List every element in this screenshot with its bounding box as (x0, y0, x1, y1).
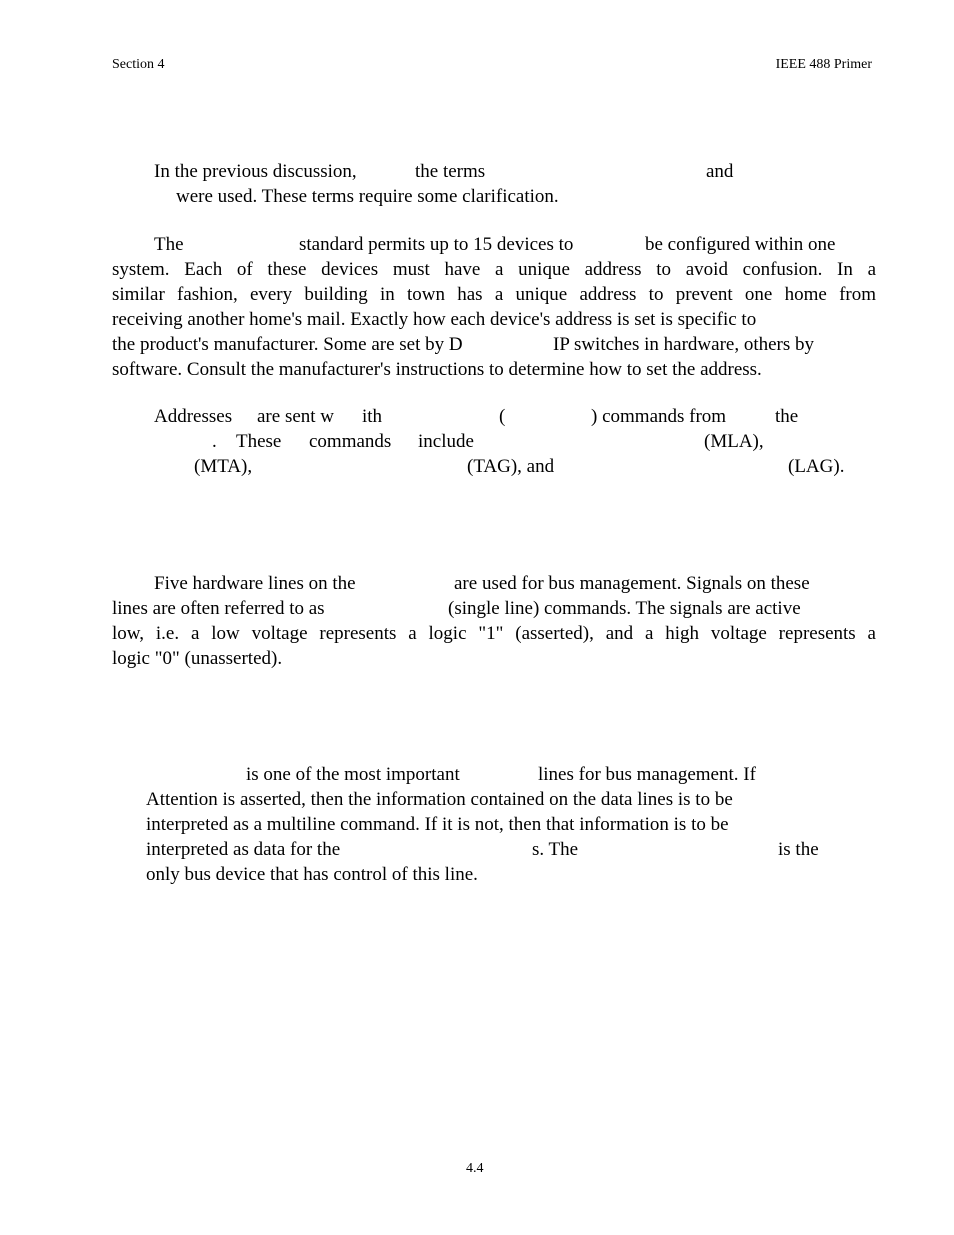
text-fragment: lines for bus management. If (538, 764, 756, 785)
text-line (0, 430, 954, 454)
text-fragment: The (154, 234, 184, 255)
text-line (0, 455, 954, 479)
text-line (0, 572, 954, 596)
text-fragment: are sent w (257, 406, 335, 427)
text-line (0, 160, 954, 184)
text-line: system. Each of these devices must have a unique address to avoid confusion. In a (112, 259, 876, 280)
text-fragment: the (775, 406, 799, 427)
text-fragment: is one of the most important (246, 764, 460, 785)
text-fragment: (MLA), (704, 431, 764, 452)
text-fragment: lines are often referred to as (112, 598, 325, 619)
text-fragment: ( (499, 406, 506, 427)
text-fragment: ith (362, 406, 383, 427)
text-fragment: standard permits up to 15 devices to (299, 234, 574, 255)
text-fragment: IP switches in hardware, others by (553, 334, 815, 355)
text-fragment: (LAG). (788, 456, 845, 477)
text-fragment: and (706, 161, 734, 182)
text-fragment: In the previous discussion, (154, 161, 357, 182)
section-header: Section 4 (112, 57, 165, 72)
text-line (0, 233, 954, 257)
text-line (0, 333, 954, 357)
text-line (0, 405, 954, 429)
text-line: were used. These terms require some clarification. (176, 186, 559, 207)
text-line (0, 597, 954, 621)
page-number: 4.4 (466, 1161, 484, 1176)
text-fragment: Five hardware lines on the (154, 573, 356, 594)
text-fragment: These (236, 431, 282, 452)
text-fragment: Addresses (154, 406, 233, 427)
text-fragment: (TAG), and (467, 456, 555, 477)
text-fragment: (MTA), (194, 456, 253, 477)
text-line: similar fashion, every building in town has a unique address to prevent one home from (112, 284, 876, 305)
text-line: logic "0" (unasserted). (112, 648, 283, 669)
text-fragment: be configured within one (645, 234, 836, 255)
text-fragment: interpreted as data for the (146, 839, 341, 860)
text-fragment: are used for bus management. Signals on these (454, 573, 810, 594)
text-line: only bus device that has control of this line. (146, 864, 478, 885)
text-fragment: the terms (415, 161, 486, 182)
text-line: receiving another home's mail. Exactly how each device's address is set is specific to (112, 309, 757, 330)
text-fragment: the product's manufacturer. Some are set by D (112, 334, 463, 355)
text-fragment: include (418, 431, 474, 452)
text-fragment: (single line) commands. The signals are active (448, 598, 801, 619)
text-line: Attention is asserted, then the information contained on the data lines is to be (146, 789, 733, 810)
text-line (0, 838, 954, 862)
text-line: interpreted as a multiline command. If it is not, then that information is to be (146, 814, 729, 835)
text-line (0, 763, 954, 787)
text-fragment: commands (309, 431, 392, 452)
document-title-header: IEEE 488 Primer (775, 57, 872, 72)
text-line: software. Consult the manufacturer's instructions to determine how to set the address. (112, 359, 762, 380)
text-fragment: ) commands from (591, 406, 727, 427)
text-fragment: s. The (532, 839, 579, 860)
text-fragment: . (212, 431, 217, 452)
text-line: low, i.e. a low voltage represents a logic "1" (asserted), and a high voltage represents a (112, 623, 876, 644)
text-fragment: is the (778, 839, 819, 860)
